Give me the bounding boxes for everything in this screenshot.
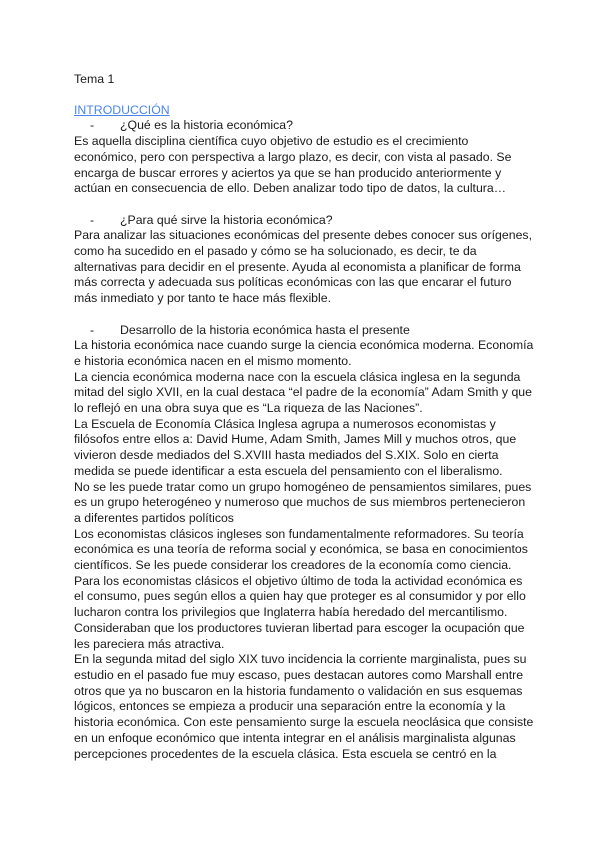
paragraph: Es aquella disciplina científica cuyo objetivo de estudio es el crecimiento económico, pero con perspectiva a largo plazo, es decir, con vista al pasado. Se encarga de buscar errores y aciertos ya que se han producido anteriormente y actúan en consecuencia de ello. Deben analizar todo tipo de datos, la cultura…	[74, 134, 512, 196]
bullet-item	[74, 118, 534, 134]
paragraph: La ciencia económica moderna nace con la escuela clásica inglesa en la segunda mitad del siglo XVII, en la cual destaca “el padre de la economía” Adam Smith y que lo reflejó en una obra suya que es “La riqueza de las Naciones”.	[74, 369, 532, 416]
section-heading[interactable]: INTRODUCCIÓN	[74, 102, 170, 117]
document-page	[74, 72, 534, 762]
paragraph: Los economistas clásicos ingleses son fundamentalmente reformadores. Su teoría económica es una teoría de reforma social y económica, se basa en conocimientos científicos. Se les puede considerar los creadores de la economía como ciencia.	[74, 526, 528, 573]
paragraph: Para los economistas clásicos el objetivo último de toda la actividad económica es el consumo, pues según ellos a quien hay que proteger es al consumidor y por ello lucharon contra los privilegios que Inglaterra había heredado del mercantilismo.	[74, 573, 526, 620]
bullet-item	[74, 213, 534, 229]
paragraph: En la segunda mitad del siglo XIX tuvo incidencia la corriente marginalista, pues su estudio en el pasado fue muy escaso, pues destacan autores como Marshall entre otros que ya no buscaron en la historia fundamento o validación en sus esquemas lógicos, entonces se empieza a producir una separación entre la economía y la historia económica. Con este pensamiento surge la escuela neoclásica que consiste en un enfoque económico que intenta integrar en el análisis marginalista algunas percepciones procedentes de la escuela clásica. Esta escuela se centró en la	[74, 652, 534, 761]
bullet-text: ¿Para qué sirve la historia económica?	[120, 212, 333, 227]
paragraph: La historia económica nace cuando surge la ciencia económica moderna. Economía e historia económica nacen en el mismo momento.	[74, 338, 534, 368]
paragraph: No se les puede tratar como un grupo homogéneo de pensamientos similares, pues es un grupo heterogéneo y numeroso que muchos de sus miembros pertenecieron a diferentes partidos políticos	[74, 479, 532, 525]
bullet-dash: -	[90, 212, 95, 227]
bullet-text: ¿Qué es la historia económica?	[120, 118, 293, 133]
bullet-text: Desarrollo de la historia económica hasta el presente	[120, 322, 410, 337]
paragraph: Consideraban que los productores tuvieran libertad para escoger la ocupación que les pareciera más atractiva.	[74, 620, 525, 651]
blank-line	[74, 307, 534, 323]
document-title: Tema 1	[74, 72, 115, 86]
paragraph: La Escuela de Economía Clásica Inglesa agrupa a numerosos economistas y filósofos entre ellos a: David Hume, Adam Smith, James Mill y muchos otros, que vivieron desde mediados del S.XVIII hasta mediados del S.XIX. Solo en cierta medida se puede identificar a esta escuela del pensamiento con el liberalismo.	[74, 416, 517, 478]
paragraph: Para analizar las situaciones económicas del presente debes conocer sus orígenes, como ha sucedido en el pasado y cómo se ha solucionado, es decir, te da alternativas para decidir en el presente. Ayuda al economista a planificar de forma más correcta y adecuada sus políticas económicas con las que encarar el futuro más inmediato y por tanto te hace más flexible.	[74, 228, 532, 306]
bullet-dash: -	[90, 322, 95, 337]
bullet-dash: -	[90, 118, 95, 133]
blank-line	[74, 197, 534, 213]
bullet-item	[74, 323, 534, 339]
